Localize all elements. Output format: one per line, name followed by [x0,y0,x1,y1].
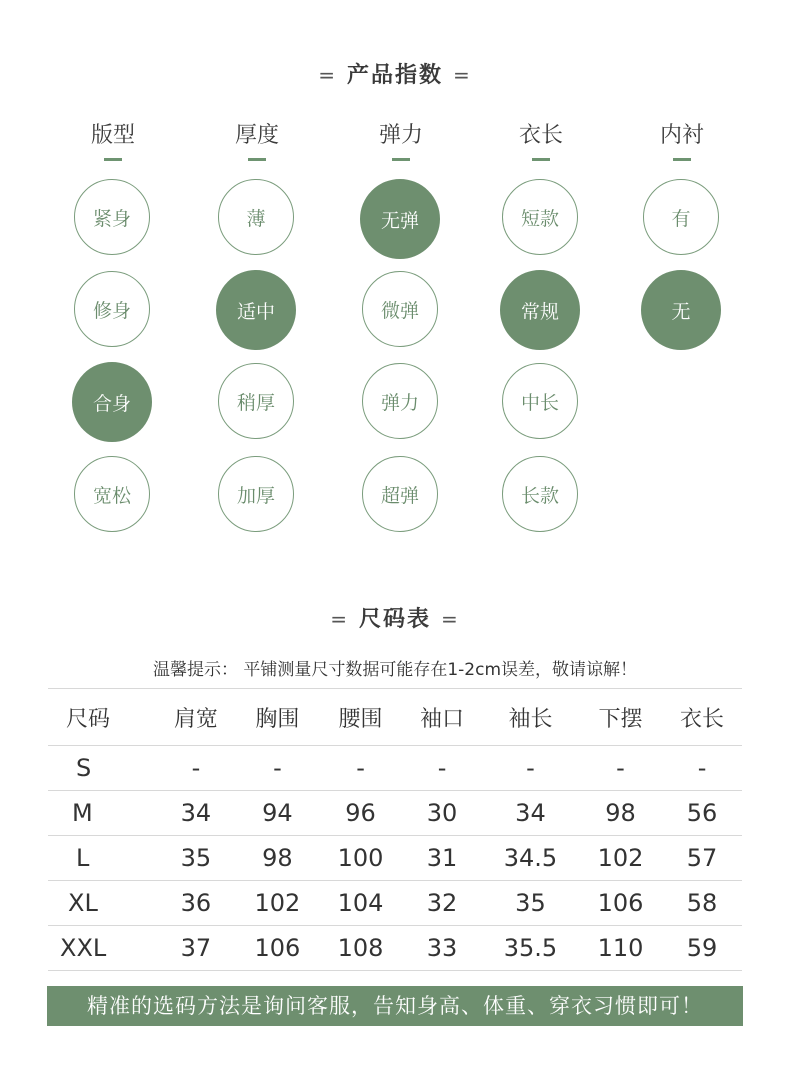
title-decoration: = [441,607,460,631]
table-cell: 35.5 [482,926,579,971]
option-circle-selected: 合身 [72,362,152,442]
table-cell: 34.5 [482,836,579,881]
option-circle-selected: 常规 [500,270,580,350]
table-cell: 35 [482,881,579,926]
header-cell: 袖口 [402,689,482,746]
index-column-lining [632,120,732,323]
table-cell: 37 [156,926,236,971]
column-label: 版型 [90,123,135,148]
option-circle: 稍厚 [218,363,294,439]
table-cell: 33 [402,926,482,971]
title-decoration: = [453,63,472,87]
table-row [48,746,742,791]
table-cell: 94 [236,791,319,836]
size-cell: XL [48,881,156,926]
option-circle: 微弹 [362,271,438,347]
sizing-advice-banner: 精准的选码方法是询问客服，告知身高、体重、穿衣习惯即可！ [47,986,743,1026]
index-column-length [491,120,591,507]
column-underline [248,158,266,161]
size-cell: M [48,791,156,836]
header-cell: 胸围 [236,689,319,746]
size-table [48,688,742,971]
column-label: 弹力 [378,123,423,148]
column-underline [532,158,550,161]
option-circle-selected: 无弹 [360,179,440,259]
table-header-row [48,689,742,746]
table-cell: 100 [319,836,402,881]
table-row [48,881,742,926]
header-cell: 腰围 [319,689,402,746]
table-cell: - [482,746,579,791]
size-cell: XXL [48,926,156,971]
table-cell: 34 [156,791,236,836]
table-cell: 57 [662,836,742,881]
table-row [48,791,742,836]
header-cell: 下摆 [579,689,662,746]
column-label: 衣长 [518,123,563,148]
index-column-elasticity [351,120,451,507]
column-label: 内衬 [659,123,704,148]
size-chart-title [0,602,790,633]
table-cell: 36 [156,881,236,926]
table-cell: 98 [236,836,319,881]
table-cell: - [319,746,402,791]
table-cell: 102 [236,881,319,926]
option-circle: 紧身 [74,179,150,255]
table-cell: 35 [156,836,236,881]
size-cell: L [48,836,156,881]
option-circle-selected: 适中 [216,270,296,350]
table-cell: - [579,746,662,791]
title-decoration: = [330,607,349,631]
title-decoration: = [318,63,337,87]
column-underline [104,158,122,161]
table-cell: - [662,746,742,791]
header-cell: 袖长 [482,689,579,746]
index-column-fit [63,120,163,507]
option-circle: 中长 [502,363,578,439]
option-circle-selected: 无 [641,270,721,350]
option-circle: 加厚 [218,456,294,532]
table-cell: 108 [319,926,402,971]
header-cell: 肩宽 [156,689,236,746]
column-underline [392,158,410,161]
table-cell: 30 [402,791,482,836]
table-cell: 31 [402,836,482,881]
column-underline [673,158,691,161]
option-circle: 弹力 [362,363,438,439]
table-cell: 34 [482,791,579,836]
option-circle: 短款 [502,179,578,255]
option-circle: 超弹 [362,456,438,532]
table-cell: - [156,746,236,791]
table-cell: 58 [662,881,742,926]
option-circle: 长款 [502,456,578,532]
size-chart-title-text: 尺码表 [358,607,431,632]
table-cell: 102 [579,836,662,881]
table-cell: 104 [319,881,402,926]
table-cell: 96 [319,791,402,836]
table-cell: 56 [662,791,742,836]
size-cell: S [48,746,156,791]
table-cell: 59 [662,926,742,971]
column-label: 厚度 [234,123,279,148]
table-cell: 32 [402,881,482,926]
table-row [48,836,742,881]
product-index-title-text: 产品指数 [346,63,443,88]
table-cell: 110 [579,926,662,971]
header-cell: 尺码 [48,689,156,746]
index-column-thickness [207,120,307,507]
table-cell: 98 [579,791,662,836]
option-circle: 薄 [218,179,294,255]
table-row [48,926,742,971]
table-cell: - [402,746,482,791]
table-cell: 106 [236,926,319,971]
measurement-tip: 温馨提示： 平铺测量尺寸数据可能存在1-2cm误差，敬请谅解！ [152,660,638,680]
option-circle: 宽松 [74,456,150,532]
option-circle: 有 [643,179,719,255]
table-cell: 106 [579,881,662,926]
product-index-title [0,58,790,89]
header-cell: 衣长 [662,689,742,746]
option-circle: 修身 [74,271,150,347]
table-cell: - [236,746,319,791]
